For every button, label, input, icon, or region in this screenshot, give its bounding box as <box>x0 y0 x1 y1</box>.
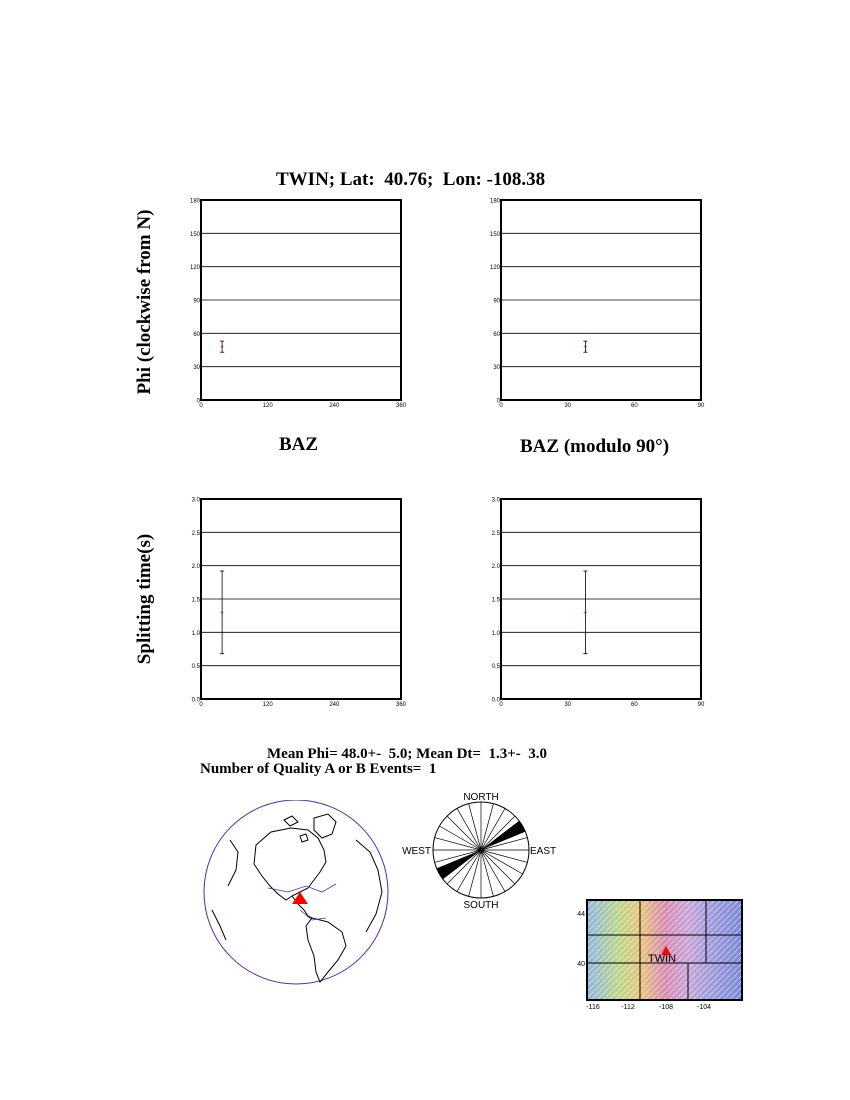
x-tick-label: 360 <box>395 702 407 706</box>
event-count: Number of Quality A or B Events= 1 <box>200 761 437 777</box>
y-tick-label: 1.5 <box>491 597 500 604</box>
y-tick-label: 120 <box>189 265 200 272</box>
data-point <box>583 571 587 654</box>
x-tick-label: 30 <box>564 403 572 407</box>
y-tick-label: 0 <box>496 398 500 405</box>
rose-spoke <box>481 850 527 862</box>
x-tick-label: 120 <box>262 702 273 706</box>
point-marker <box>584 611 586 613</box>
y-tick-label: 0.5 <box>491 664 500 671</box>
point-marker <box>584 346 586 348</box>
x-tick-label: 60 <box>630 403 638 407</box>
x-tick-label: 60 <box>630 702 638 706</box>
phi-axis-label: Phi (clockwise from N) <box>134 209 155 395</box>
rose-south-label: SOUTH <box>463 900 499 911</box>
rose-east-label: EAST <box>530 846 557 857</box>
x-tick-label: 90 <box>697 702 705 706</box>
globe-outline <box>204 800 388 984</box>
rose-west-label: WEST <box>402 846 431 857</box>
map-xtick: -112 <box>621 1004 635 1010</box>
y-tick-label: 90 <box>193 298 200 305</box>
y-tick-label: 2.0 <box>491 564 500 571</box>
data-point <box>220 571 224 654</box>
map-xtick: -108 <box>658 1004 674 1010</box>
globe-map <box>196 800 396 990</box>
y-tick-label: 30 <box>493 365 500 372</box>
rose-spoke <box>469 804 481 850</box>
y-tick-label: 30 <box>193 365 200 372</box>
y-tick-label: 0.0 <box>191 697 200 704</box>
point-marker <box>221 346 223 348</box>
data-point <box>583 341 587 352</box>
y-tick-label: 0.5 <box>191 664 200 671</box>
rose-spoke <box>435 838 481 850</box>
y-tick-label: 1.0 <box>191 630 200 637</box>
y-tick-label: 2.5 <box>191 530 200 537</box>
y-tick-label: 3.0 <box>191 497 200 504</box>
y-tick-label: 0 <box>196 398 200 405</box>
x-tick-label: 0 <box>199 702 203 706</box>
x-tick-label: 0 <box>499 403 503 407</box>
map-station-label: TWIN <box>648 953 677 965</box>
rose-spoke <box>481 850 493 896</box>
chart-dt-vs-baz <box>185 494 410 706</box>
baz-label: BAZ <box>279 434 319 455</box>
rose-diagram <box>396 788 566 913</box>
y-tick-label: 90 <box>493 298 500 305</box>
dt-axis-label: Splitting time(s) <box>134 533 155 665</box>
map-xtick: -116 <box>586 1004 600 1010</box>
chart-phi-vs-baz-mod90 <box>485 195 710 407</box>
y-tick-label: 60 <box>493 331 500 338</box>
y-tick-label: 60 <box>193 331 200 338</box>
x-tick-label: 360 <box>395 403 407 407</box>
page-title: TWIN; Lat: 40.76; Lon: -108.38 <box>276 169 546 190</box>
y-tick-label: 2.0 <box>191 564 200 571</box>
mean-summary: Mean Phi= 48.0+- 5.0; Mean Dt= 1.3+- 3.0 <box>267 746 547 762</box>
y-tick-label: 150 <box>489 231 500 238</box>
chart-phi-vs-baz <box>185 195 410 407</box>
y-tick-label: 180 <box>189 198 200 205</box>
y-tick-label: 120 <box>489 265 500 272</box>
data-point <box>220 341 224 352</box>
y-tick-label: 180 <box>489 198 500 205</box>
x-tick-label: 240 <box>329 403 340 407</box>
chart-dt-vs-baz-mod90 <box>485 494 710 706</box>
map-ytick: 44 <box>577 911 585 918</box>
baz-mod90-label: BAZ (modulo 90°) <box>520 436 670 457</box>
map-xtick: -104 <box>696 1004 712 1010</box>
x-tick-label: 0 <box>199 403 203 407</box>
x-tick-label: 0 <box>499 702 503 706</box>
y-tick-label: 1.5 <box>191 597 200 604</box>
rose-north-label: NORTH <box>463 792 499 803</box>
x-tick-label: 90 <box>697 403 705 407</box>
y-tick-label: 2.5 <box>491 530 500 537</box>
y-tick-label: 3.0 <box>491 497 500 504</box>
point-marker <box>221 611 223 613</box>
x-tick-label: 240 <box>329 702 340 706</box>
regional-map <box>570 895 750 1010</box>
map-ytick: 40 <box>577 961 585 968</box>
y-tick-label: 0.0 <box>491 697 500 704</box>
x-tick-label: 30 <box>564 702 572 706</box>
x-tick-label: 120 <box>262 403 273 407</box>
globe-station-marker <box>292 892 308 904</box>
y-tick-label: 1.0 <box>491 630 500 637</box>
y-tick-label: 150 <box>189 231 200 238</box>
